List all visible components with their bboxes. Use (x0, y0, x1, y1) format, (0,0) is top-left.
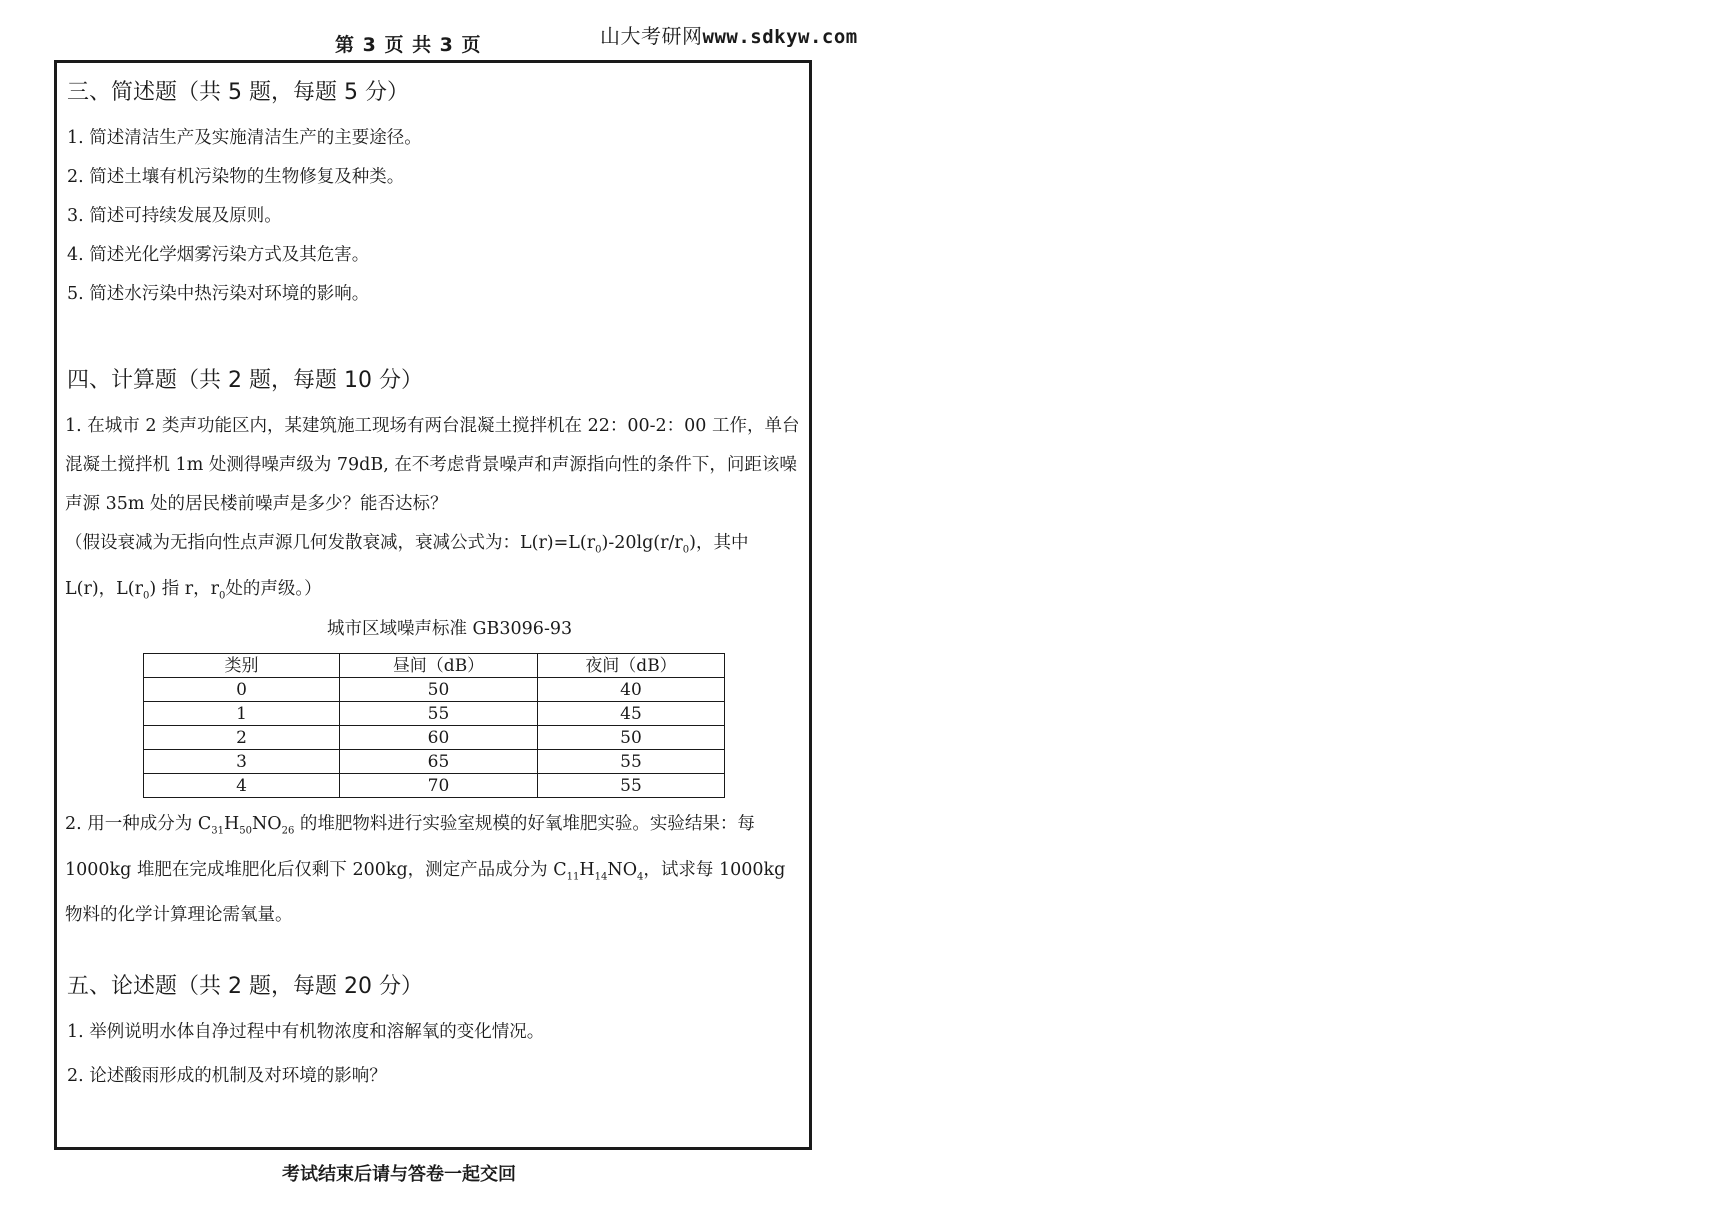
table-caption: 城市区域噪声标准 GB3096-93 (327, 619, 573, 639)
table-cell: 55 (538, 774, 725, 798)
site-watermark (600, 20, 858, 49)
watermark-url: www.sdkyw.com (702, 26, 858, 48)
watermark-cn: 山大考研网 (600, 24, 703, 48)
section3-question-3: 3. 简述可持续发展及原则。 (67, 206, 282, 226)
header-nighttime: 夜间（dB） (538, 654, 725, 678)
table-header-row (144, 654, 725, 678)
table-cell: 0 (144, 678, 340, 702)
section4-question-2 (65, 805, 805, 935)
q2-part: H (579, 859, 595, 880)
noise-standard-table (143, 653, 725, 798)
header-category: 类别 (144, 654, 340, 678)
q2-sub: 14 (594, 871, 608, 882)
q1-note-part: )-20lg(r/r (601, 533, 683, 553)
q1-note-part: 处的声级。） (225, 578, 322, 599)
q2-part: 2. 用一种成分为 C (65, 814, 212, 834)
table-cell: 55 (340, 702, 538, 726)
table-row (144, 702, 725, 726)
section4-question-1 (65, 407, 805, 615)
q2-sub: 26 (281, 825, 295, 837)
q1-note-part: ) 指 r，r (149, 578, 220, 599)
q1-sub: 0 (142, 590, 150, 601)
q1-note-part: L(r)，L(r (65, 578, 143, 599)
q2-sub: 31 (211, 825, 224, 837)
section5-question-1: 1. 举例说明水体自净过程中有机物浓度和溶解氧的变化情况。 (67, 1022, 545, 1042)
page-number-header: 第 3 页 共 3 页 (335, 34, 482, 56)
section4-title: 四、计算题（共 2 题，每题 10 分） (67, 368, 423, 393)
table-cell: 55 (538, 750, 725, 774)
q1-note-part: （假设衰减为无指向性点声源几何发散衰减，衰减公式为：L(r)=L(r (65, 533, 596, 553)
table-cell: 50 (538, 726, 725, 750)
table-cell: 70 (340, 774, 538, 798)
q1-sub: 0 (219, 590, 226, 601)
section3-question-4: 4. 简述光化学烟雾污染方式及其危害。 (67, 245, 370, 265)
q2-part: 的堆肥物料进行实验室规模的好氧堆肥实验。实验结果：每 1000kg 堆肥在完成堆肥化后仅剩下 200kg，测定产品成分为 C (65, 814, 755, 880)
table-row (144, 774, 725, 798)
table-row (144, 750, 725, 774)
q1-sub: 0 (682, 544, 690, 556)
q1-text: 1. 在城市 2 类声功能区内，某建筑施工现场有两台混凝土搅拌机在 22：00-2：00 工作，单台混凝土搅拌机 1m 处测得噪声级为 79dB, 在不考虑背景噪声和声源指向性的条件下，问距该噪声源 35m 处的居民楼前噪声是多少？能否达标？ (65, 416, 800, 514)
table-row (144, 678, 725, 702)
q2-part: ，试求每 1000kg 物料的化学计算理论需氧量。 (65, 859, 786, 925)
section3-title: 三、简述题（共 5 题，每题 5 分） (67, 80, 409, 105)
table-cell: 40 (538, 678, 725, 702)
section5-question-2: 2. 论述酸雨形成的机制及对环境的影响？ (67, 1066, 387, 1086)
table-cell: 1 (144, 702, 340, 726)
q2-part: NO (607, 859, 638, 880)
table-cell: 45 (538, 702, 725, 726)
table-cell: 65 (340, 750, 538, 774)
section3-question-2: 2. 简述土壤有机污染物的生物修复及种类。 (67, 167, 405, 187)
section3-question-1: 1. 简述清洁生产及实施清洁生产的主要途径。 (67, 128, 422, 148)
header-daytime: 昼间（dB） (340, 654, 538, 678)
q1-formula-note (65, 533, 748, 599)
table-cell: 3 (144, 750, 340, 774)
q1-sub: 0 (595, 544, 602, 556)
table-cell: 60 (340, 726, 538, 750)
section5-title: 五、论述题（共 2 题，每题 20 分） (67, 974, 423, 999)
q2-sub: 50 (239, 825, 252, 837)
table-cell: 50 (340, 678, 538, 702)
table-cell: 4 (144, 774, 340, 798)
exam-frame (54, 60, 812, 1150)
exam-footer-note: 考试结束后请与答卷一起交回 (282, 1164, 516, 1185)
q2-part: NO (251, 814, 282, 834)
q1-note-part: )，其中 (689, 533, 749, 553)
q2-part: H (223, 814, 240, 834)
q2-sub: 4 (637, 871, 644, 882)
table-cell: 2 (144, 726, 340, 750)
section3-question-5: 5. 简述水污染中热污染对环境的影响。 (67, 284, 370, 304)
table-row (144, 726, 725, 750)
q2-sub: 11 (566, 871, 580, 882)
